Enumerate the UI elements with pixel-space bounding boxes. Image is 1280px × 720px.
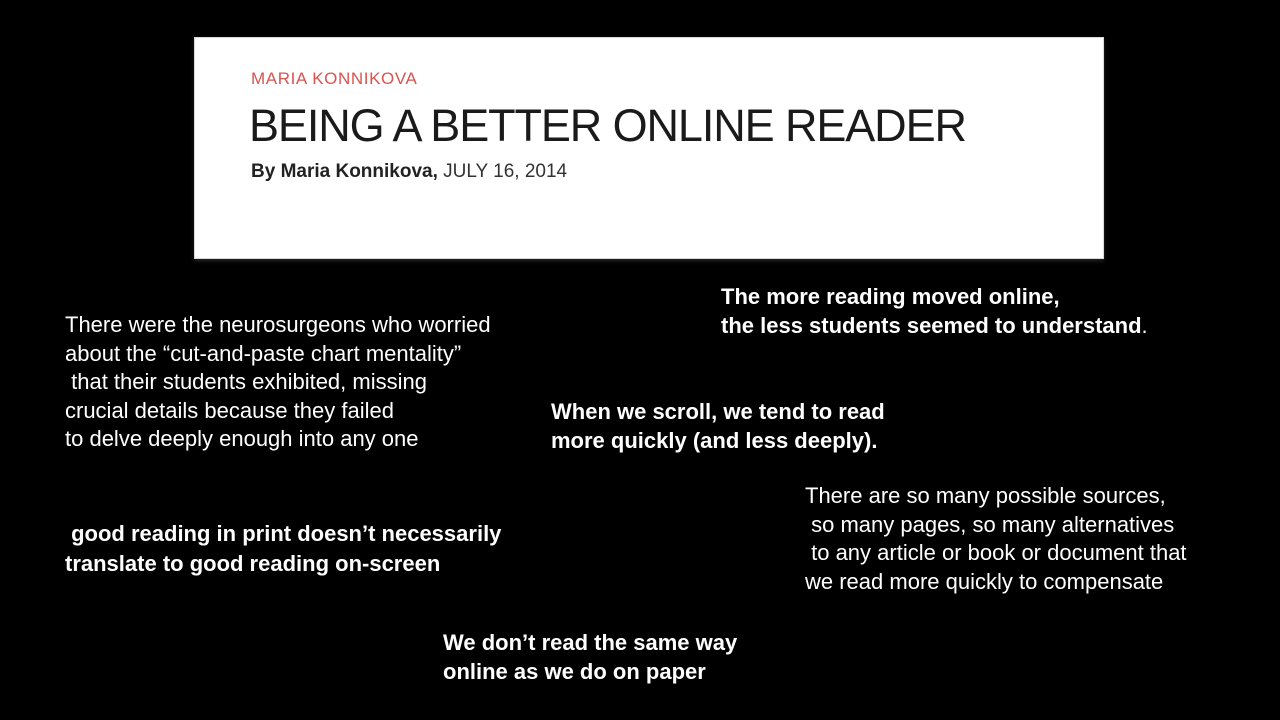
byline-author: By Maria Konnikova, (251, 161, 438, 182)
author-kicker: MARIA KONNIKOVA (251, 69, 418, 88)
article-header-card (194, 37, 1104, 259)
quote-more-reading (721, 283, 1148, 340)
quote-scroll: When we scroll, we tend to read more quickly (and less deeply). (551, 399, 885, 453)
quote-more-reading-text: The more reading moved online, the less students seemed to understand (721, 284, 1142, 338)
article-headline: BEING A BETTER ONLINE READER (249, 100, 966, 151)
quote-sources: There are so many possible sources, so many pages, so many alternatives to any article or book or document that we read more quickly to compensate (805, 483, 1187, 594)
article-byline (251, 161, 567, 183)
byline-date: JULY 16, 2014 (437, 161, 568, 182)
quote-more-reading-period: . (1141, 312, 1148, 338)
quote-neurosurgeons: There were the neurosurgeons who worried about the “cut-and-paste chart mentality” that their students exhibited, missing crucial details because they failed to delve deeply enough into any one (65, 312, 491, 451)
quote-same-way: We don’t read the same way online as we do on paper (443, 630, 738, 684)
quote-print-vs-screen: good reading in print doesn’t necessarily translate to good reading on-screen (65, 521, 502, 576)
